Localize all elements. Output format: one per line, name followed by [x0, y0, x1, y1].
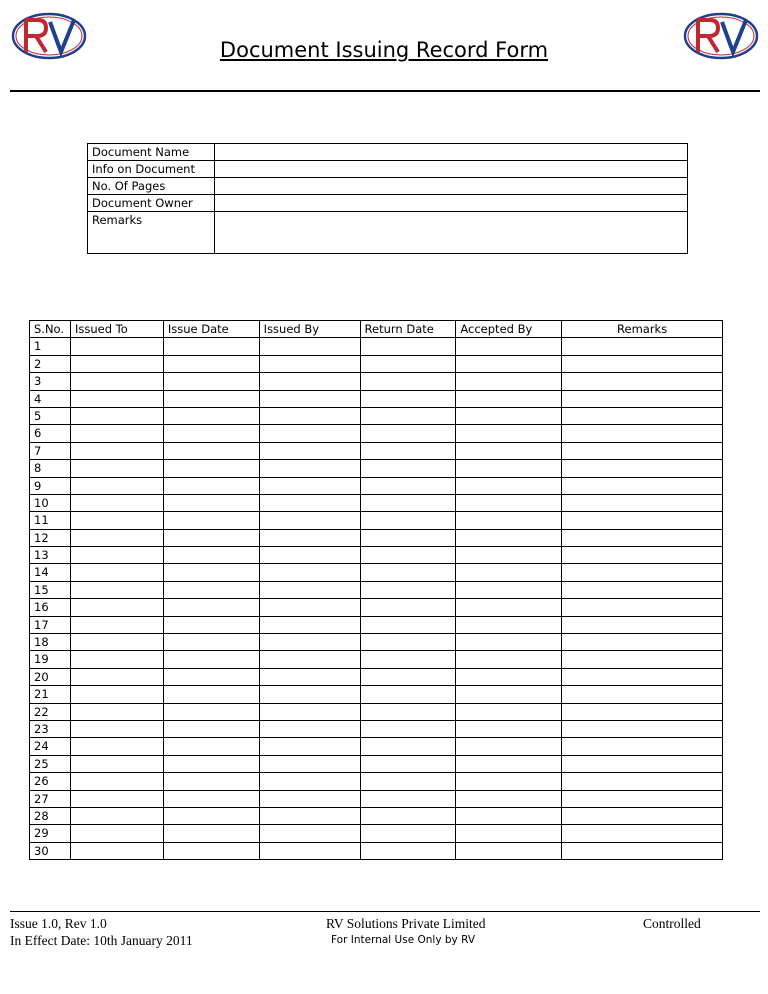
column-header-remarks: Remarks [562, 321, 723, 338]
return-date-cell[interactable] [360, 842, 456, 859]
return-date-cell[interactable] [360, 355, 456, 372]
issue-date-cell[interactable] [163, 581, 259, 598]
info-label: Document Owner [88, 195, 215, 212]
info-row-no-of-pages [88, 178, 688, 195]
issue-date-cell[interactable] [163, 773, 259, 790]
row-number: 27 [30, 790, 71, 807]
row-number: 23 [30, 720, 71, 737]
return-date-cell[interactable] [360, 616, 456, 633]
issued-to-cell[interactable] [70, 634, 163, 651]
row-number: 8 [30, 460, 71, 477]
return-date-cell[interactable] [360, 738, 456, 755]
table-row [30, 355, 723, 372]
row-number: 18 [30, 634, 71, 651]
issued-to-cell[interactable] [70, 651, 163, 668]
row-number: 1 [30, 338, 71, 355]
issued-to-cell[interactable] [70, 668, 163, 685]
table-row [30, 338, 723, 355]
issued-to-cell[interactable] [70, 825, 163, 842]
remarks-cell[interactable] [562, 442, 723, 459]
issue-date-cell[interactable] [163, 738, 259, 755]
issued-by-cell[interactable] [259, 634, 360, 651]
accepted-by-cell[interactable] [456, 390, 562, 407]
accepted-by-cell[interactable] [456, 755, 562, 772]
column-header-return-date: Return Date [360, 321, 456, 338]
remarks-cell[interactable] [562, 773, 723, 790]
issued-by-cell[interactable] [259, 529, 360, 546]
row-number: 11 [30, 512, 71, 529]
table-row [30, 373, 723, 390]
remarks-cell[interactable] [562, 720, 723, 737]
accepted-by-cell[interactable] [456, 703, 562, 720]
remarks-cell[interactable] [562, 825, 723, 842]
accepted-by-cell[interactable] [456, 407, 562, 424]
issue-date-cell[interactable] [163, 338, 259, 355]
issue-date-cell[interactable] [163, 807, 259, 824]
table-row [30, 825, 723, 842]
accepted-by-cell[interactable] [456, 668, 562, 685]
remarks-cell[interactable] [562, 686, 723, 703]
issue-date-cell[interactable] [163, 720, 259, 737]
table-row [30, 755, 723, 772]
table-row [30, 390, 723, 407]
issued-by-cell[interactable] [259, 355, 360, 372]
return-date-cell[interactable] [360, 547, 456, 564]
issue-date-cell[interactable] [163, 494, 259, 511]
row-number: 6 [30, 425, 71, 442]
accepted-by-cell[interactable] [456, 790, 562, 807]
remarks-cell[interactable] [562, 460, 723, 477]
issued-by-cell[interactable] [259, 738, 360, 755]
issued-to-cell[interactable] [70, 599, 163, 616]
issued-to-cell[interactable] [70, 720, 163, 737]
table-row [30, 512, 723, 529]
remarks-cell[interactable] [562, 616, 723, 633]
info-value-field[interactable] [215, 161, 688, 178]
issued-by-cell[interactable] [259, 581, 360, 598]
accepted-by-cell[interactable] [456, 581, 562, 598]
column-header-issued-to: Issued To [70, 321, 163, 338]
return-date-cell[interactable] [360, 390, 456, 407]
table-row [30, 738, 723, 755]
return-date-cell[interactable] [360, 755, 456, 772]
table-row [30, 494, 723, 511]
table-row [30, 807, 723, 824]
info-value-field[interactable] [215, 178, 688, 195]
accepted-by-cell[interactable] [456, 460, 562, 477]
info-label: Info on Document [88, 161, 215, 178]
issue-date-cell[interactable] [163, 599, 259, 616]
issue-date-cell[interactable] [163, 703, 259, 720]
remarks-cell[interactable] [562, 529, 723, 546]
row-number: 25 [30, 755, 71, 772]
issued-by-cell[interactable] [259, 790, 360, 807]
issued-by-cell[interactable] [259, 407, 360, 424]
issue-date-cell[interactable] [163, 790, 259, 807]
accepted-by-cell[interactable] [456, 773, 562, 790]
return-date-cell[interactable] [360, 442, 456, 459]
info-label: Remarks [88, 212, 215, 254]
accepted-by-cell[interactable] [456, 616, 562, 633]
info-label: Document Name [88, 144, 215, 161]
issued-by-cell[interactable] [259, 651, 360, 668]
footer-internal-use: For Internal Use Only by RV [331, 934, 476, 946]
accepted-by-cell[interactable] [456, 547, 562, 564]
row-number: 20 [30, 668, 71, 685]
accepted-by-cell[interactable] [456, 442, 562, 459]
table-row [30, 634, 723, 651]
table-row [30, 581, 723, 598]
issue-date-cell[interactable] [163, 512, 259, 529]
remarks-cell[interactable] [562, 668, 723, 685]
row-number: 9 [30, 477, 71, 494]
column-header-issue-date: Issue Date [163, 321, 259, 338]
remarks-cell[interactable] [562, 634, 723, 651]
issued-to-cell[interactable] [70, 407, 163, 424]
accepted-by-cell[interactable] [456, 529, 562, 546]
remarks-cell[interactable] [562, 512, 723, 529]
issue-date-cell[interactable] [163, 477, 259, 494]
table-row [30, 842, 723, 859]
issue-date-cell[interactable] [163, 651, 259, 668]
return-date-cell[interactable] [360, 686, 456, 703]
issue-date-cell[interactable] [163, 390, 259, 407]
table-row [30, 529, 723, 546]
remarks-cell[interactable] [562, 703, 723, 720]
info-label: No. Of Pages [88, 178, 215, 195]
accepted-by-cell[interactable] [456, 634, 562, 651]
accepted-by-cell[interactable] [456, 738, 562, 755]
remarks-cell[interactable] [562, 355, 723, 372]
row-number: 22 [30, 703, 71, 720]
issued-to-cell[interactable] [70, 703, 163, 720]
issued-to-cell[interactable] [70, 425, 163, 442]
issued-to-cell[interactable] [70, 512, 163, 529]
issue-date-cell[interactable] [163, 668, 259, 685]
issue-log-table [29, 320, 723, 860]
issue-date-cell[interactable] [163, 425, 259, 442]
return-date-cell[interactable] [360, 407, 456, 424]
issue-date-cell[interactable] [163, 442, 259, 459]
column-header-issued-by: Issued By [259, 321, 360, 338]
accepted-by-cell[interactable] [456, 512, 562, 529]
row-number: 26 [30, 773, 71, 790]
issued-by-cell[interactable] [259, 825, 360, 842]
issued-by-cell[interactable] [259, 547, 360, 564]
issued-by-cell[interactable] [259, 494, 360, 511]
remarks-cell[interactable] [562, 755, 723, 772]
accepted-by-cell[interactable] [456, 355, 562, 372]
remarks-cell[interactable] [562, 599, 723, 616]
accepted-by-cell[interactable] [456, 494, 562, 511]
issued-by-cell[interactable] [259, 616, 360, 633]
remarks-cell[interactable] [562, 790, 723, 807]
table-row [30, 442, 723, 459]
return-date-cell[interactable] [360, 512, 456, 529]
issued-to-cell[interactable] [70, 373, 163, 390]
info-value-field[interactable] [215, 212, 688, 254]
table-row [30, 407, 723, 424]
return-date-cell[interactable] [360, 807, 456, 824]
issued-to-cell[interactable] [70, 807, 163, 824]
info-row-remarks [88, 212, 688, 254]
column-header-accepted-by: Accepted By [456, 321, 562, 338]
row-number: 15 [30, 581, 71, 598]
return-date-cell[interactable] [360, 581, 456, 598]
row-number: 14 [30, 564, 71, 581]
table-row [30, 547, 723, 564]
row-number: 28 [30, 807, 71, 824]
return-date-cell[interactable] [360, 477, 456, 494]
table-row [30, 686, 723, 703]
accepted-by-cell[interactable] [456, 338, 562, 355]
row-number: 13 [30, 547, 71, 564]
remarks-cell[interactable] [562, 842, 723, 859]
return-date-cell[interactable] [360, 668, 456, 685]
issued-by-cell[interactable] [259, 338, 360, 355]
return-date-cell[interactable] [360, 651, 456, 668]
issued-to-cell[interactable] [70, 790, 163, 807]
return-date-cell[interactable] [360, 720, 456, 737]
footer-issue: Issue 1.0, Rev 1.0 [10, 916, 107, 931]
table-header-row [30, 321, 723, 338]
remarks-cell[interactable] [562, 494, 723, 511]
row-number: 3 [30, 373, 71, 390]
table-row [30, 616, 723, 633]
issue-log-body [30, 338, 723, 860]
column-header-sno: S.No. [30, 321, 71, 338]
issued-by-cell[interactable] [259, 755, 360, 772]
return-date-cell[interactable] [360, 460, 456, 477]
remarks-cell[interactable] [562, 807, 723, 824]
accepted-by-cell[interactable] [456, 842, 562, 859]
info-value-field[interactable] [215, 195, 688, 212]
remarks-cell[interactable] [562, 581, 723, 598]
issued-by-cell[interactable] [259, 668, 360, 685]
accepted-by-cell[interactable] [456, 825, 562, 842]
issued-to-cell[interactable] [70, 842, 163, 859]
issue-date-cell[interactable] [163, 355, 259, 372]
issued-by-cell[interactable] [259, 425, 360, 442]
remarks-cell[interactable] [562, 373, 723, 390]
issue-date-cell[interactable] [163, 564, 259, 581]
row-number: 16 [30, 599, 71, 616]
accepted-by-cell[interactable] [456, 720, 562, 737]
issue-date-cell[interactable] [163, 755, 259, 772]
issued-by-cell[interactable] [259, 477, 360, 494]
accepted-by-cell[interactable] [456, 425, 562, 442]
row-number: 4 [30, 390, 71, 407]
return-date-cell[interactable] [360, 529, 456, 546]
issued-by-cell[interactable] [259, 460, 360, 477]
issue-date-cell[interactable] [163, 407, 259, 424]
table-row [30, 773, 723, 790]
remarks-cell[interactable] [562, 407, 723, 424]
row-number: 5 [30, 407, 71, 424]
table-row [30, 668, 723, 685]
issued-by-cell[interactable] [259, 390, 360, 407]
issued-by-cell[interactable] [259, 720, 360, 737]
row-number: 19 [30, 651, 71, 668]
issue-date-cell[interactable] [163, 529, 259, 546]
row-number: 7 [30, 442, 71, 459]
issue-date-cell[interactable] [163, 460, 259, 477]
issued-to-cell[interactable] [70, 355, 163, 372]
issue-date-cell[interactable] [163, 842, 259, 859]
row-number: 10 [30, 494, 71, 511]
return-date-cell[interactable] [360, 790, 456, 807]
accepted-by-cell[interactable] [456, 686, 562, 703]
row-number: 2 [30, 355, 71, 372]
info-row-document-name [88, 144, 688, 161]
info-row-info-on-document [88, 161, 688, 178]
remarks-cell[interactable] [562, 338, 723, 355]
issued-to-cell[interactable] [70, 494, 163, 511]
issued-by-cell[interactable] [259, 842, 360, 859]
title-divider [10, 90, 760, 92]
remarks-cell[interactable] [562, 547, 723, 564]
issue-date-cell[interactable] [163, 686, 259, 703]
issued-to-cell[interactable] [70, 529, 163, 546]
footer-company: RV Solutions Private Limited [326, 916, 486, 931]
footer-effect-date: In Effect Date: 10th January 2011 [10, 933, 193, 948]
issued-to-cell[interactable] [70, 442, 163, 459]
table-row [30, 425, 723, 442]
issued-to-cell[interactable] [70, 581, 163, 598]
accepted-by-cell[interactable] [456, 651, 562, 668]
remarks-cell[interactable] [562, 425, 723, 442]
return-date-cell[interactable] [360, 825, 456, 842]
remarks-cell[interactable] [562, 564, 723, 581]
table-row [30, 703, 723, 720]
issued-to-cell[interactable] [70, 564, 163, 581]
issued-to-cell[interactable] [70, 773, 163, 790]
issued-to-cell[interactable] [70, 616, 163, 633]
return-date-cell[interactable] [360, 599, 456, 616]
issued-to-cell[interactable] [70, 390, 163, 407]
footer-divider [10, 911, 760, 912]
issued-by-cell[interactable] [259, 686, 360, 703]
accepted-by-cell[interactable] [456, 373, 562, 390]
accepted-by-cell[interactable] [456, 807, 562, 824]
issued-to-cell[interactable] [70, 547, 163, 564]
issued-to-cell[interactable] [70, 338, 163, 355]
remarks-cell[interactable] [562, 738, 723, 755]
remarks-cell[interactable] [562, 390, 723, 407]
issue-date-cell[interactable] [163, 616, 259, 633]
issued-to-cell[interactable] [70, 738, 163, 755]
table-row [30, 460, 723, 477]
table-row [30, 720, 723, 737]
issued-by-cell[interactable] [259, 512, 360, 529]
accepted-by-cell[interactable] [456, 564, 562, 581]
table-row [30, 477, 723, 494]
row-number: 24 [30, 738, 71, 755]
return-date-cell[interactable] [360, 634, 456, 651]
issue-date-cell[interactable] [163, 547, 259, 564]
issue-date-cell[interactable] [163, 825, 259, 842]
accepted-by-cell[interactable] [456, 599, 562, 616]
return-date-cell[interactable] [360, 425, 456, 442]
document-info-table [87, 143, 688, 254]
page-title: Document Issuing Record Form [219, 38, 549, 62]
issue-date-cell[interactable] [163, 634, 259, 651]
row-number: 17 [30, 616, 71, 633]
issued-to-cell[interactable] [70, 755, 163, 772]
issued-by-cell[interactable] [259, 599, 360, 616]
return-date-cell[interactable] [360, 773, 456, 790]
row-number: 21 [30, 686, 71, 703]
issued-to-cell[interactable] [70, 477, 163, 494]
return-date-cell[interactable] [360, 703, 456, 720]
row-number: 12 [30, 529, 71, 546]
table-row [30, 790, 723, 807]
issued-by-cell[interactable] [259, 773, 360, 790]
row-number: 30 [30, 842, 71, 859]
info-row-document-owner [88, 195, 688, 212]
return-date-cell[interactable] [360, 338, 456, 355]
remarks-cell[interactable] [562, 477, 723, 494]
info-value-field[interactable] [215, 144, 688, 161]
return-date-cell[interactable] [360, 373, 456, 390]
issued-by-cell[interactable] [259, 703, 360, 720]
table-row [30, 651, 723, 668]
accepted-by-cell[interactable] [456, 477, 562, 494]
table-row [30, 564, 723, 581]
table-row [30, 599, 723, 616]
footer-status: Controlled [643, 916, 701, 931]
issued-by-cell[interactable] [259, 807, 360, 824]
remarks-cell[interactable] [562, 651, 723, 668]
return-date-cell[interactable] [360, 494, 456, 511]
issued-by-cell[interactable] [259, 373, 360, 390]
issued-to-cell[interactable] [70, 686, 163, 703]
issued-by-cell[interactable] [259, 564, 360, 581]
issued-by-cell[interactable] [259, 442, 360, 459]
row-number: 29 [30, 825, 71, 842]
issue-date-cell[interactable] [163, 373, 259, 390]
return-date-cell[interactable] [360, 564, 456, 581]
issued-to-cell[interactable] [70, 460, 163, 477]
